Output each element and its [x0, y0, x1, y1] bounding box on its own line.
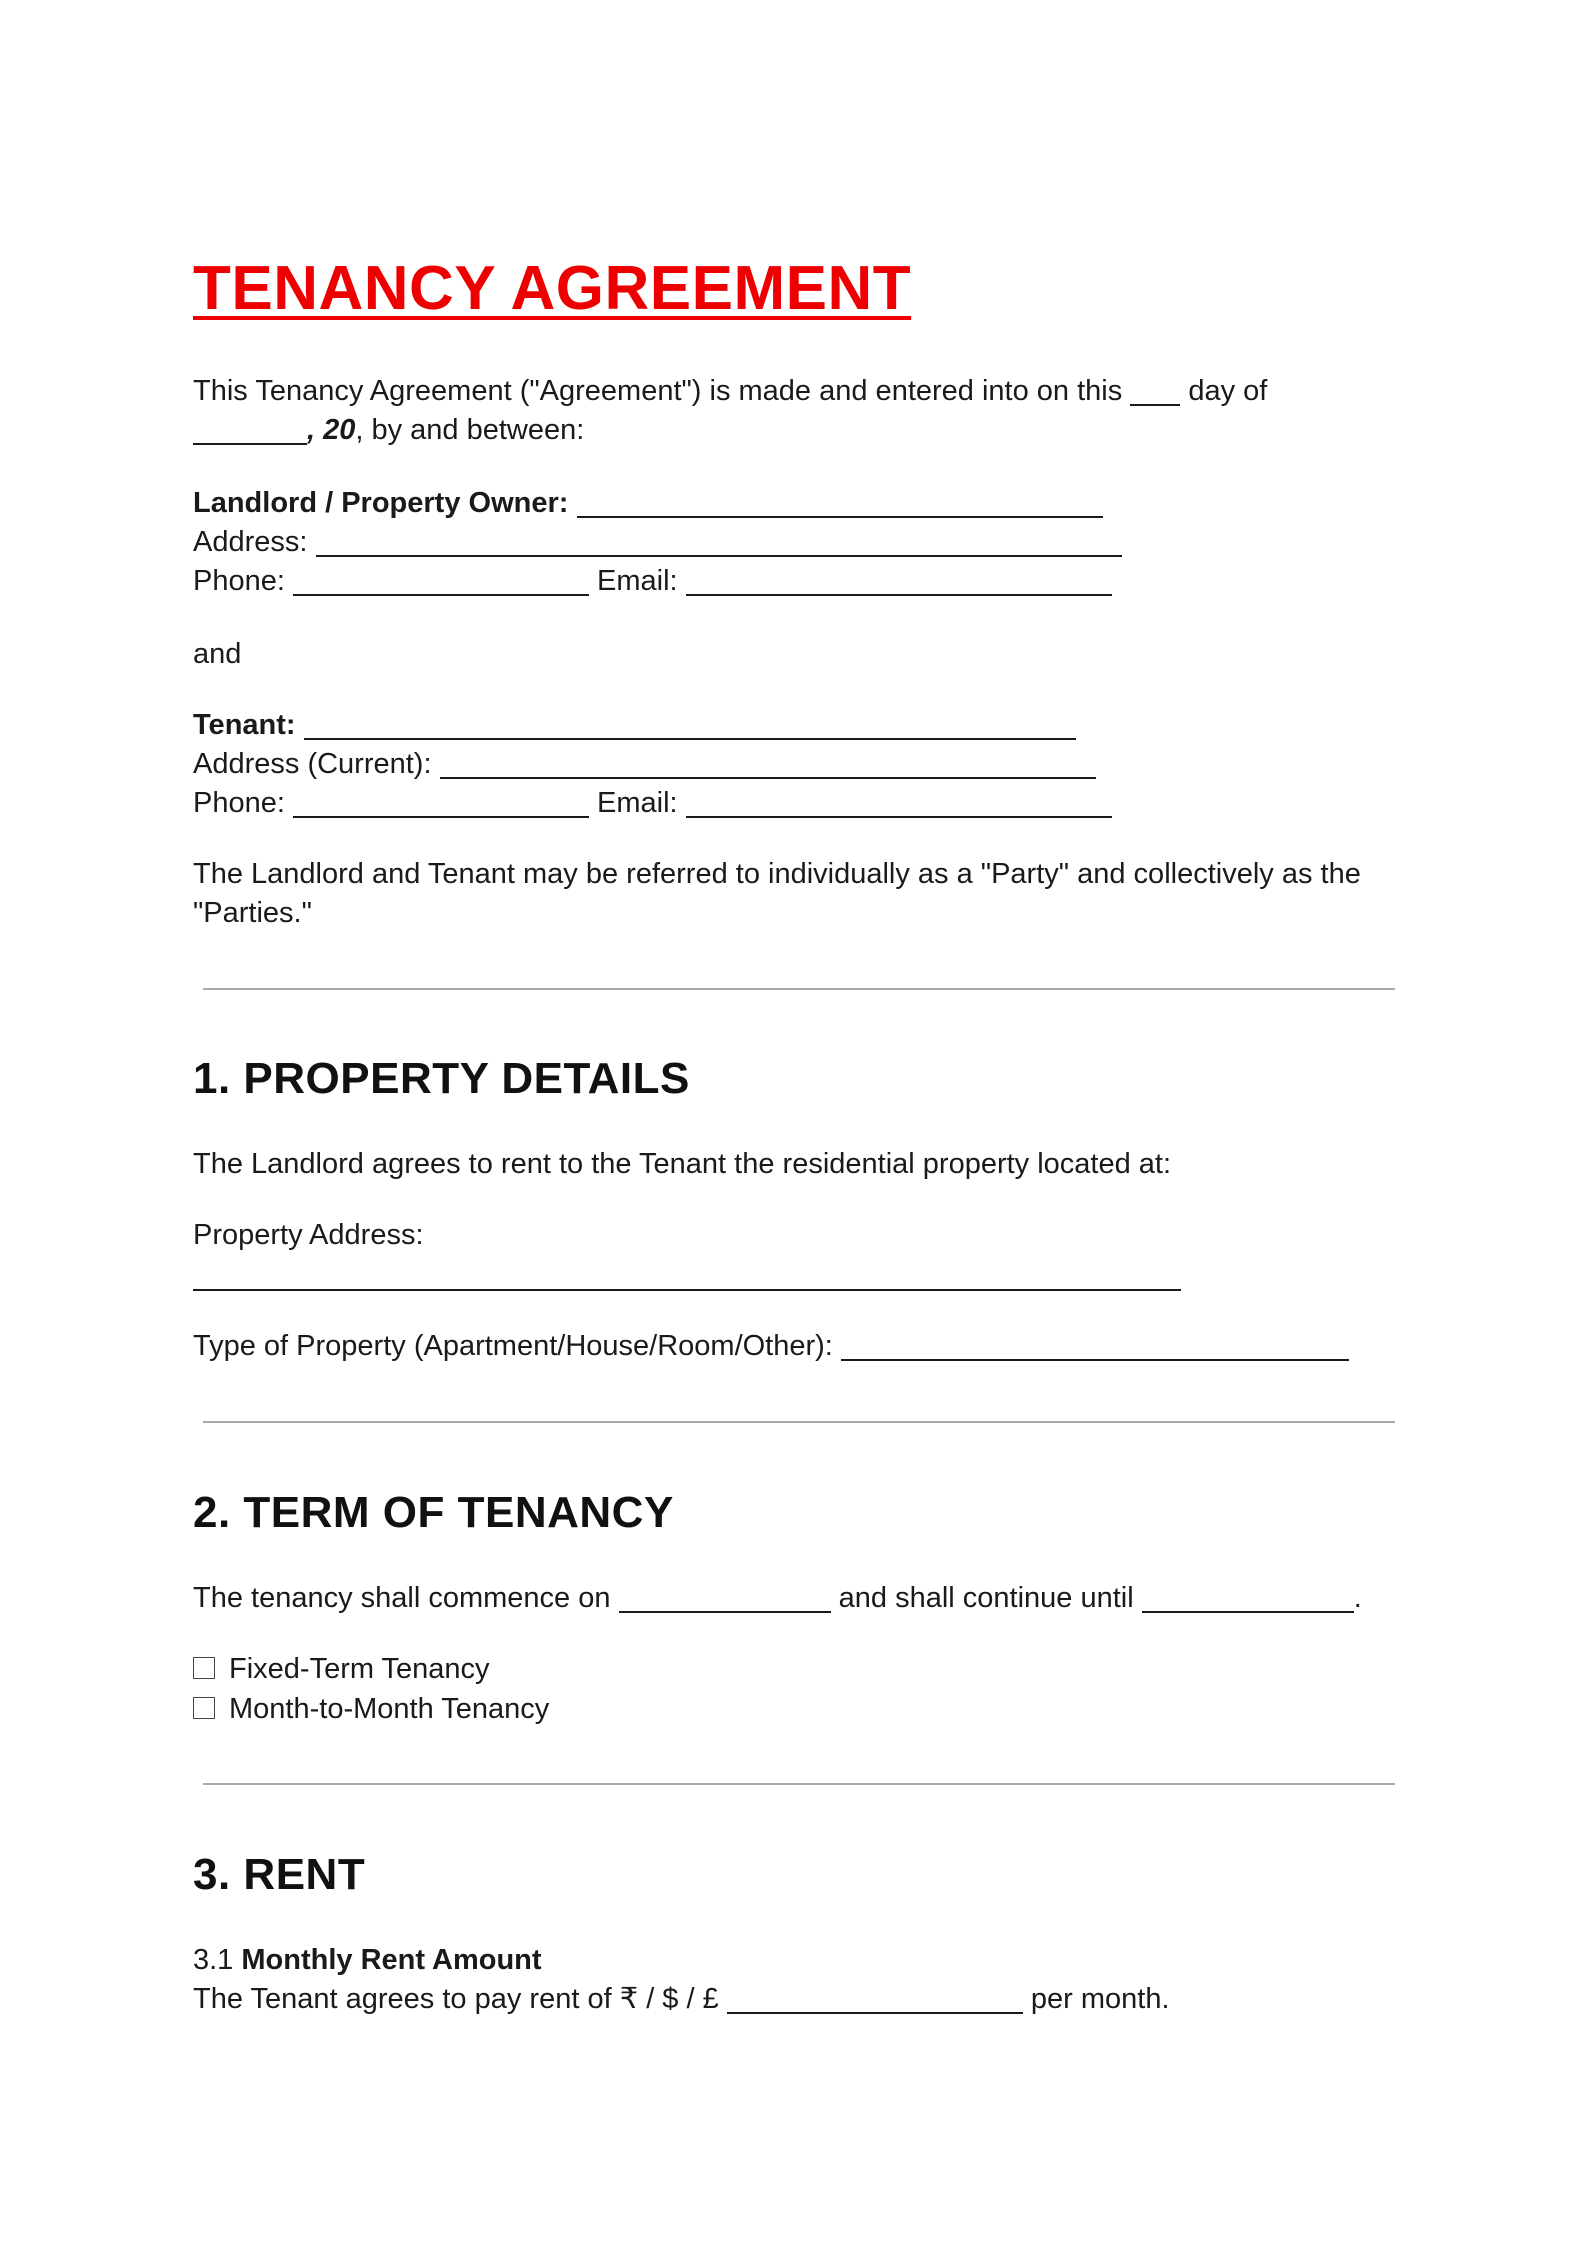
end-date-field[interactable]: [1142, 1581, 1354, 1613]
tenant-email-field[interactable]: [686, 786, 1112, 818]
property-type-label: Type of Property (Apartment/House/Room/Other):: [193, 1330, 833, 1362]
subsection-title: Monthly Rent Amount: [241, 1944, 542, 1976]
subsection-3-1-heading: [193, 1941, 542, 1980]
tenant-name-field[interactable]: [304, 708, 1076, 740]
section-divider: [203, 1783, 1395, 1785]
landlord-name-row: [193, 484, 1103, 523]
landlord-name-field[interactable]: [577, 486, 1103, 518]
section-3-title: 3. RENT: [193, 1850, 366, 1899]
month-blank[interactable]: [193, 413, 307, 445]
tenant-address-row: [193, 745, 1096, 784]
month-to-month-label: Month-to-Month Tenancy: [229, 1693, 550, 1725]
property-address-label: Property Address:: [193, 1219, 424, 1251]
rent-text: The Tenant agrees to pay rent of ₹ / $ / £: [193, 1983, 719, 2015]
rent-amount-row: [193, 1980, 1170, 2019]
property-address-field[interactable]: [193, 1289, 1181, 1291]
tenant-contact-row: [193, 784, 1112, 823]
section-divider: [203, 988, 1395, 990]
and-text: and: [193, 638, 242, 670]
parties-line-1: The Landlord and Tenant may be referred to individually as a "Party" and collectively as the: [193, 858, 1361, 890]
landlord-phone-label: Phone:: [193, 565, 285, 597]
fixed-term-option[interactable]: [193, 1650, 490, 1689]
tenant-phone-field[interactable]: [293, 786, 589, 818]
landlord-address-row: [193, 523, 1122, 562]
checkbox-icon[interactable]: [193, 1657, 215, 1679]
landlord-address-label: Address:: [193, 526, 308, 558]
tenancy-term-row: [193, 1579, 1362, 1618]
intro-line-1: [193, 372, 1267, 411]
day-blank[interactable]: [1130, 374, 1180, 406]
parties-line-2: "Parties.": [193, 897, 312, 929]
landlord-label: Landlord / Property Owner:: [193, 487, 569, 519]
term-period: .: [1353, 1582, 1362, 1614]
intro-between: , by and between:: [355, 414, 585, 446]
intro-text: This Tenancy Agreement ("Agreement") is made and entered into on this: [193, 375, 1123, 407]
year-prefix: , 20: [307, 414, 356, 446]
tenant-address-label: Address (Current):: [193, 748, 432, 780]
landlord-address-field[interactable]: [316, 525, 1122, 557]
checkbox-icon[interactable]: [193, 1697, 215, 1719]
commence-date-field[interactable]: [619, 1581, 831, 1613]
landlord-email-field[interactable]: [686, 564, 1112, 596]
landlord-contact-row: [193, 562, 1112, 601]
section-1-title: 1. PROPERTY DETAILS: [193, 1054, 690, 1103]
rent-amount-field[interactable]: [727, 1982, 1023, 2014]
section-1-text: The Landlord agrees to rent to the Tenant the residential property located at:: [193, 1148, 1172, 1180]
fixed-term-label: Fixed-Term Tenancy: [229, 1653, 490, 1685]
tenant-address-field[interactable]: [440, 747, 1096, 779]
property-type-field[interactable]: [841, 1329, 1349, 1361]
intro-line-2: [193, 411, 584, 450]
intro-day-of: day of: [1188, 375, 1268, 407]
term-commence-text: The tenancy shall commence on: [193, 1582, 611, 1614]
subsection-number: 3.1: [193, 1944, 234, 1976]
landlord-phone-field[interactable]: [293, 564, 589, 596]
tenant-label: Tenant:: [193, 709, 296, 741]
tenant-phone-label: Phone:: [193, 787, 285, 819]
landlord-email-label: Email:: [597, 565, 678, 597]
section-2-title: 2. TERM OF TENANCY: [193, 1488, 674, 1537]
tenant-email-label: Email:: [597, 787, 678, 819]
term-continue-text: and shall continue until: [838, 1582, 1134, 1614]
section-divider: [203, 1421, 1395, 1423]
document-title: TENANCY AGREEMENT: [193, 254, 912, 323]
rent-per-month: per month.: [1030, 1983, 1170, 2015]
tenant-name-row: [193, 706, 1076, 745]
property-type-row: [193, 1327, 1349, 1366]
month-to-month-option[interactable]: [193, 1690, 549, 1729]
